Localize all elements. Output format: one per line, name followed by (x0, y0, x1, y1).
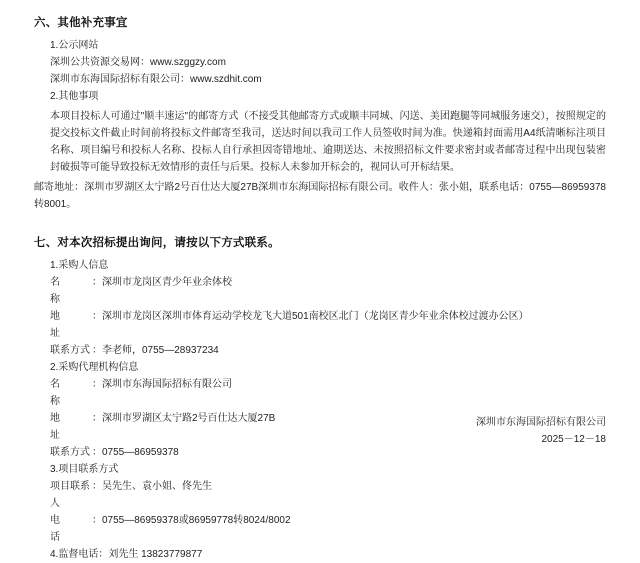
colon: ： (92, 481, 102, 492)
purchaser-name-value: 深圳市龙岗区青少年业余体校 (102, 277, 232, 288)
colon: ： (92, 413, 102, 424)
project-phone-value: 0755—86959378或86959778转8024/8002 (102, 515, 291, 526)
purchaser-info-title: 1.采购人信息 (50, 260, 109, 271)
project-contact-person-label: 项目联系人 (50, 481, 90, 509)
website-line-2: 深圳市东海国际招标有限公司：www.szdhit.com (50, 74, 262, 85)
mailing-address-line: 邮寄地址：深圳市罗湖区太宁路2号百仕达大厦27B深圳市东海国际招标有限公司。收件人：张小姐，联系电话：0755—86959378转8001。 (34, 182, 606, 210)
section-7-heading: 七、对本次招标提出询问，请按以下方式联系。 (34, 237, 280, 249)
agency-address-value: 深圳市罗湖区太宁路2号百仕达大厦27B (102, 413, 276, 424)
agency-contact-value: 0755—86959378 (102, 447, 179, 458)
purchaser-name-row (34, 274, 606, 308)
project-contact-person-value: 吴先生、袁小姐、佟先生 (102, 481, 212, 492)
purchaser-name-label: 名 称 (50, 277, 82, 305)
colon: ： (92, 379, 102, 390)
purchaser-address-row (34, 308, 606, 342)
project-phone-label: 电 话 (50, 515, 82, 543)
agency-address-label: 地 址 (50, 413, 82, 441)
colon: ： (92, 447, 102, 458)
agency-name-value: 深圳市东海国际招标有限公司 (102, 379, 232, 390)
purchaser-contact-row (34, 342, 606, 359)
section-6-item-2-title: 2.其他事项 (50, 91, 99, 102)
colon: ： (92, 515, 102, 526)
project-phone-row (34, 512, 606, 546)
section-6-heading: 六、其他补充事宜 (34, 17, 128, 29)
project-contact-title: 3.项目联系方式 (50, 464, 119, 475)
footer-company: 深圳市东海国际招标有限公司 (476, 417, 606, 428)
agency-name-row (34, 376, 606, 410)
footer-date: 2025－12－18 (541, 434, 606, 445)
mailing-paragraph: 本项目投标人可通过"顺丰速运"的邮寄方式（不接受其他邮寄方式或顺丰同城、闪送、美团跑腿等同城服务速交），按照规定的提交投标文件截止时间前将投标文件邮寄至我司，送达时间以我司工作人员签收时间为准。快递箱封面需用A4纸清晰标注项目名称、项目编号和投标人名称、投标人自行承担因寄错地址、逾期送达、未按照招标文件要求密封或者邮寄过程中出现包装密封破损等可能导致投标无效情形的责任与后果。投标人未参加开标会的，视同认可开标结果。 (50, 111, 606, 173)
agency-contact-label: 联系方式 (50, 447, 90, 458)
purchaser-address-label: 地 址 (50, 311, 82, 339)
section-6-item-1-title: 1.公示网站 (50, 40, 99, 51)
project-contact-person-row (34, 478, 606, 512)
purchaser-address-value: 深圳市龙岗区深圳市体育运动学校龙飞大道501南校区北门（龙岗区青少年业余体校过渡办公区） (102, 311, 529, 322)
footer (476, 414, 606, 448)
purchaser-contact-label: 联系方式 (50, 345, 90, 356)
agency-info-title: 2.采购代理机构信息 (50, 362, 139, 373)
colon: ： (92, 311, 102, 322)
supervision-phone-line: 4.监督电话：刘先生 13823779877 (50, 549, 203, 560)
purchaser-contact-value: 李老师，0755—28937234 (102, 345, 219, 356)
colon: ： (92, 345, 102, 356)
colon: ： (92, 277, 102, 288)
spacer (34, 213, 606, 220)
agency-name-label: 名 称 (50, 379, 82, 407)
website-line-1: 深圳公共资源交易网：www.szggzy.com (50, 57, 226, 68)
